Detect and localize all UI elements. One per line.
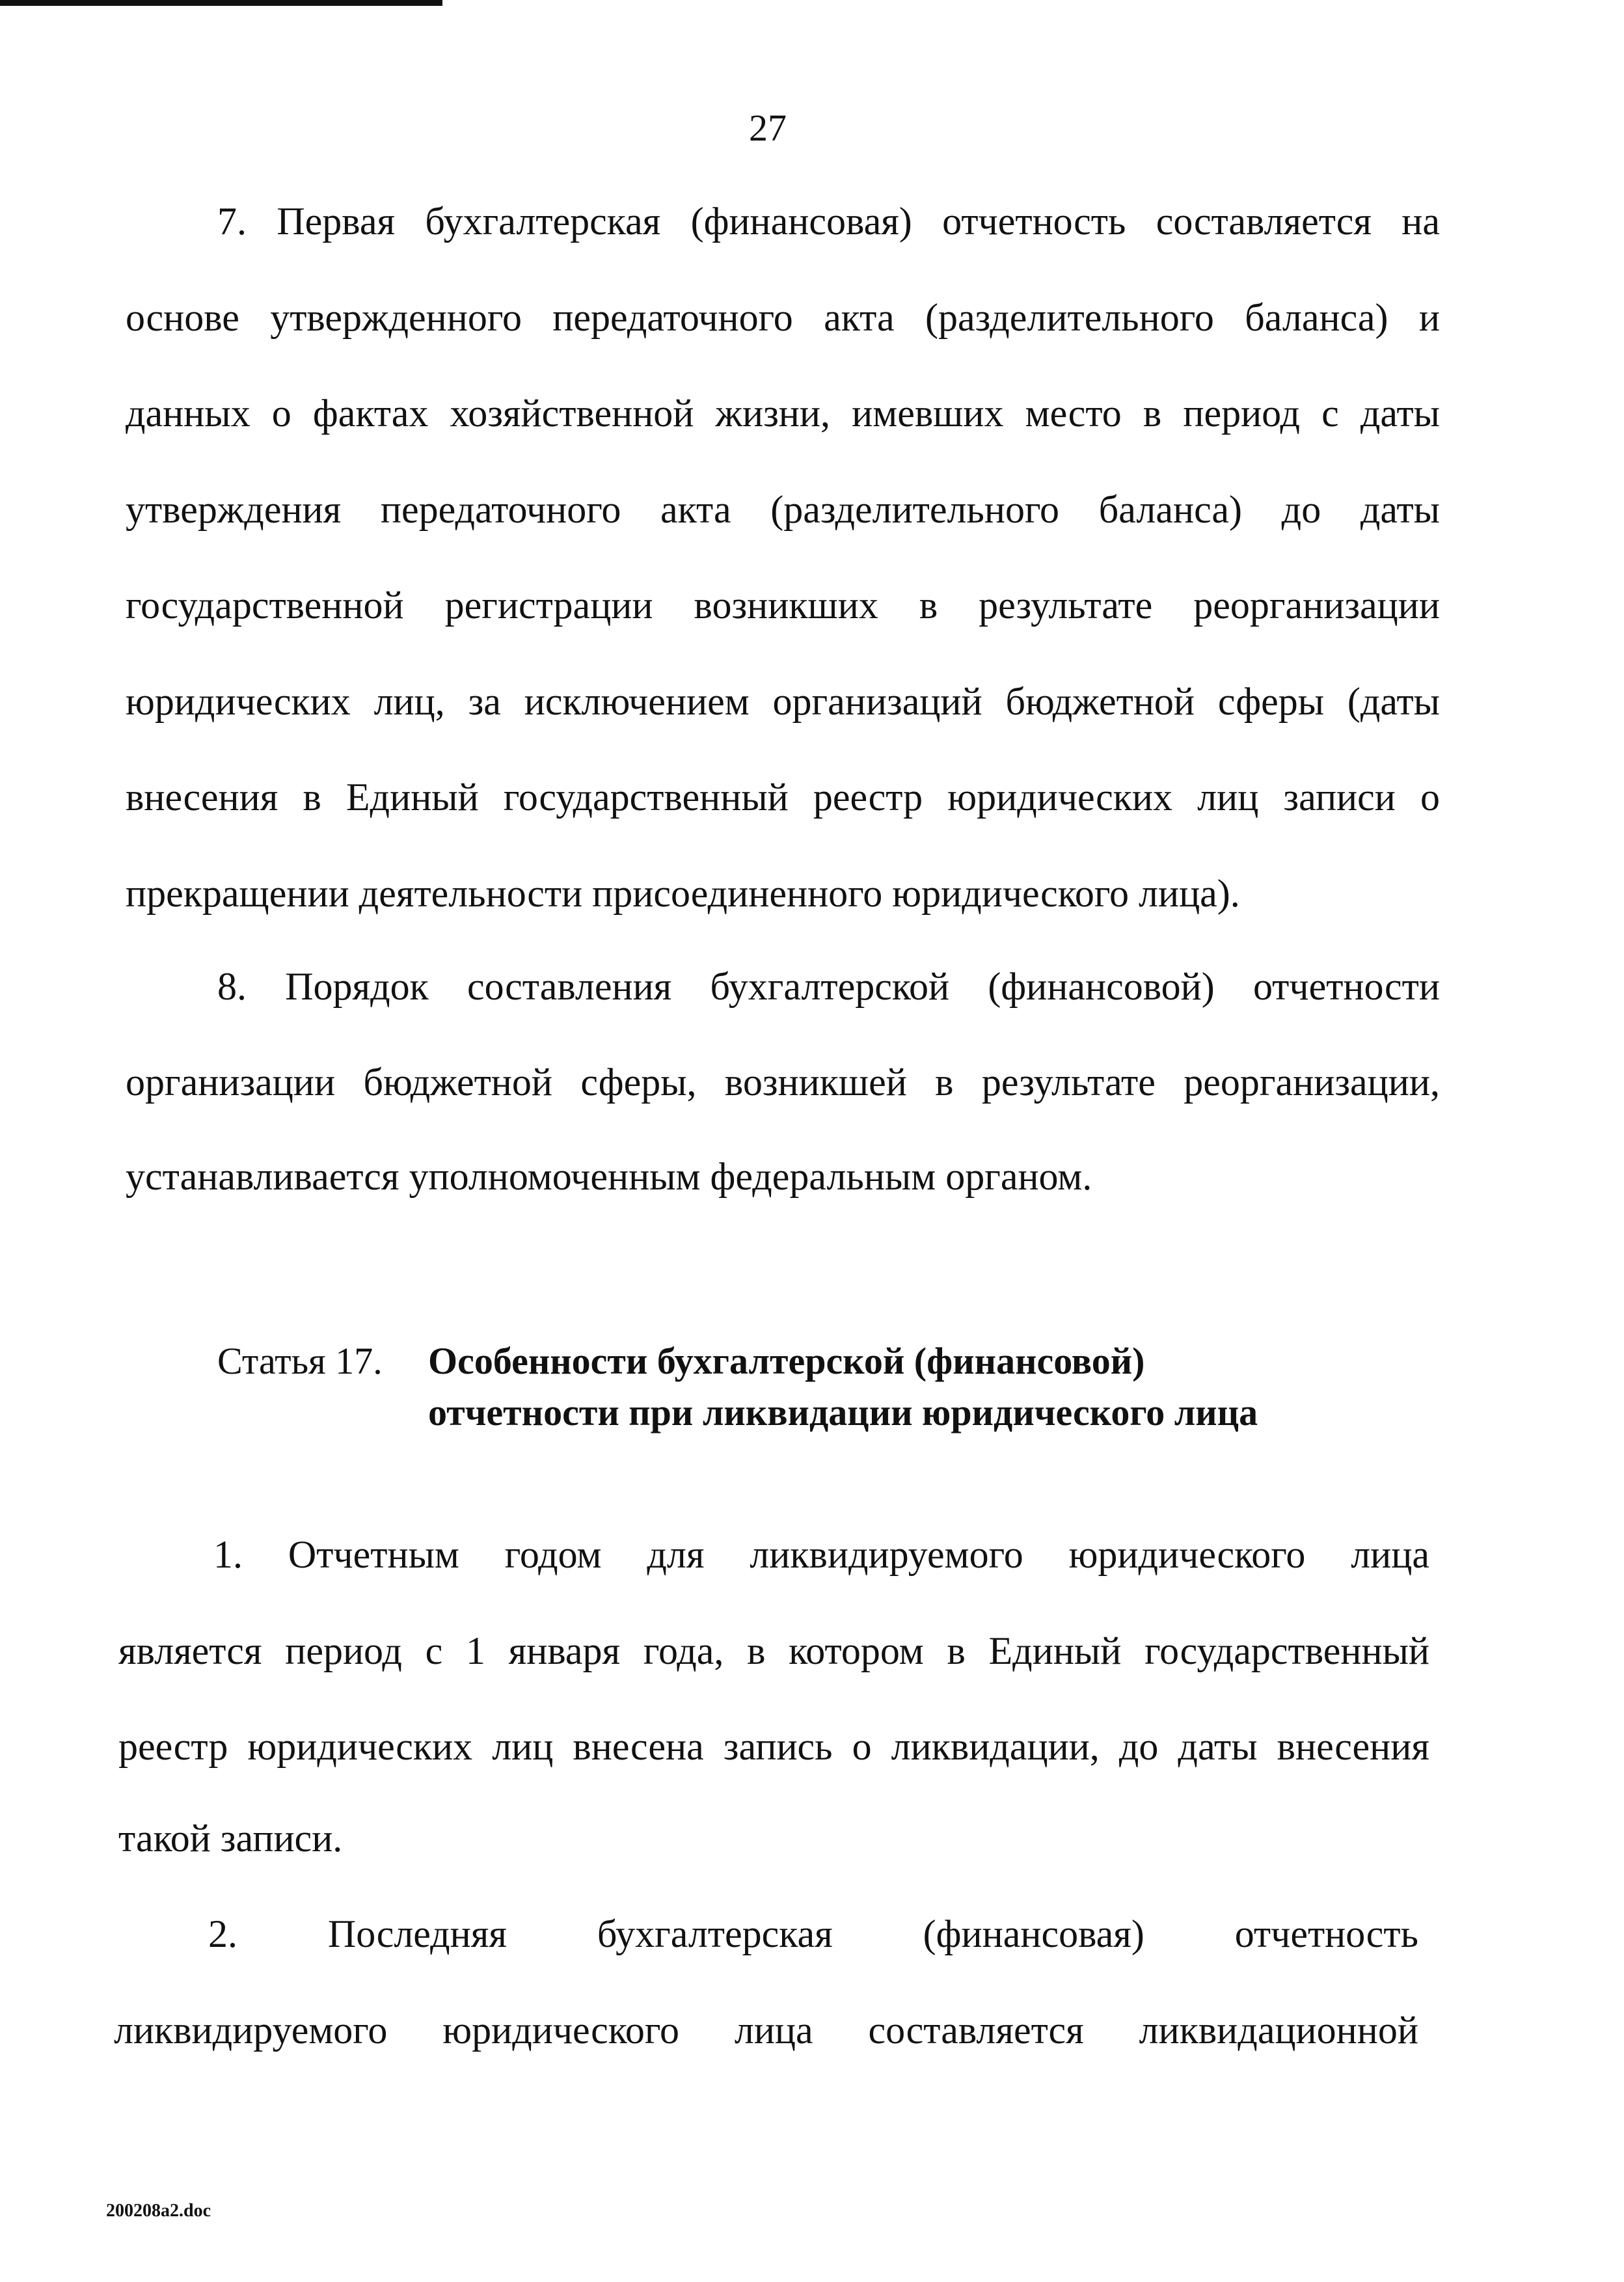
article-17-paragraph-1-line: 1. Отчетным годом для ликвидируемого юридического лица	[213, 1533, 1429, 1576]
scan-edge-bar	[0, 0, 442, 6]
paragraph-7-line: утверждения передаточного акта (разделительного баланса) до даты	[126, 488, 1440, 531]
article-label: Статья 17.	[217, 1340, 383, 1382]
article-17-paragraph-1-line: реестр юридических лиц внесена запись о ликвидации, до даты внесения	[118, 1725, 1429, 1768]
article-17-paragraph-1-line: такой записи.	[118, 1817, 343, 1860]
paragraph-7-line: прекращении деятельности присоединенного юридического лица).	[126, 872, 1240, 915]
article-17-paragraph-2-line: ликвидируемого юридического лица составляется ликвидационной	[114, 2009, 1418, 2052]
paragraph-7-line: основе утвержденного передаточного акта (разделительного баланса) и	[126, 296, 1440, 339]
paragraph-8-line: устанавливается уполномоченным федеральным органом.	[126, 1155, 1092, 1198]
page-number: 27	[749, 107, 787, 149]
paragraph-7-line: государственной регистрации возникших в результате реорганизации	[126, 584, 1440, 627]
paragraph-7-line: юридических лиц, за исключением организаций бюджетной сферы (даты	[126, 680, 1440, 723]
paragraph-7-line: данных о фактах хозяйственной жизни, имевших место в период с даты	[126, 392, 1440, 435]
article-title-line: Особенности бухгалтерской (финансовой)	[428, 1340, 1145, 1382]
footer-filename: 200208a2.doc	[106, 2201, 211, 2221]
article-17-paragraph-2-line: 2. Последняя бухгалтерская (финансовая) отчетность	[208, 1912, 1418, 1955]
paragraph-8-line: 8. Порядок составления бухгалтерской (финансовой) отчетности	[217, 965, 1440, 1008]
article-title-line: отчетности при ликвидации юридического лица	[428, 1391, 1258, 1433]
article-17-paragraph-1-line: является период с 1 января года, в котором в Единый государственный	[118, 1629, 1429, 1672]
paragraph-8-line: организации бюджетной сферы, возникшей в результате реорганизации,	[126, 1061, 1440, 1104]
paragraph-7-line: внесения в Единый государственный реестр юридических лиц записи о	[126, 776, 1440, 819]
paragraph-7-line: 7. Первая бухгалтерская (финансовая) отчетность составляется на	[217, 200, 1440, 243]
